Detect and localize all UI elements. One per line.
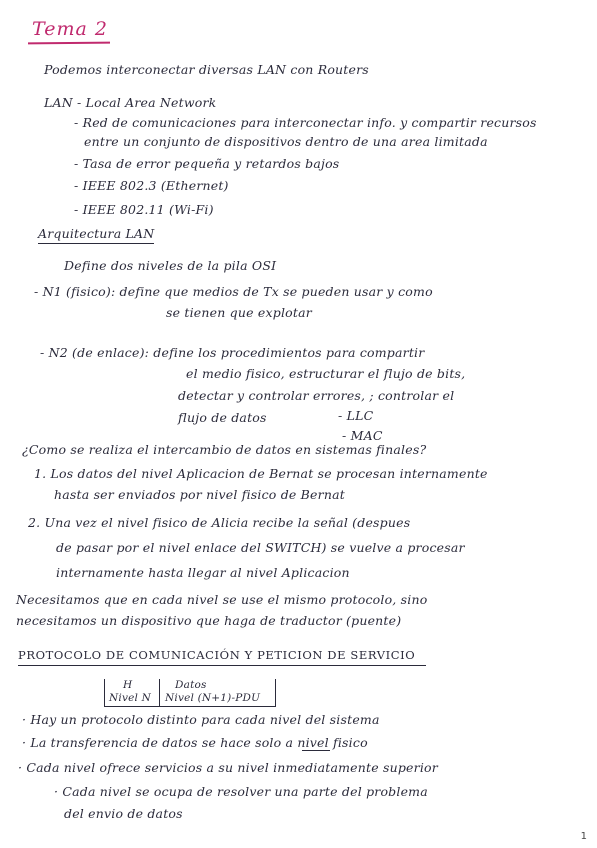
arquitectura-define: Define dos niveles de la pila OSI — [64, 258, 277, 273]
n2-line: el medio fisico, estructurar el flujo de bits, — [186, 366, 466, 381]
pdu-divider — [159, 679, 160, 707]
n1-line: se tienen que explotar — [166, 305, 312, 320]
protocolo-bullet: · Hay un protocolo distinto para cada nivel del sistema — [22, 712, 380, 727]
page-title: Tema 2 — [32, 18, 108, 40]
page-number: 1 — [580, 831, 587, 842]
pdu-header-label: H — [123, 679, 133, 691]
n1-line: - N1 (fisico): define que medios de Tx se pueden usar y como — [34, 284, 433, 299]
heading-underline — [18, 665, 426, 666]
title-underline — [28, 42, 110, 45]
protocolo-bullet: · Cada nivel ofrece servicios a su nivel inmediatamente superior — [18, 760, 438, 775]
step-line: de pasar por el nivel enlace del SWITCH) se vuelve a procesar — [56, 540, 465, 555]
protocolo-bullet: · Cada nivel se ocupa de resolver una parte del problema — [54, 784, 428, 799]
step-line: hasta ser enviados por nivel fisico de Bernat — [54, 487, 345, 502]
heading-underline — [38, 243, 154, 244]
n2-line: detectar y controlar errores, ; controlar el — [178, 388, 455, 403]
arquitectura-heading: Arquitectura LAN — [38, 226, 155, 241]
lan-item: - Tasa de error pequeña y retardos bajos — [74, 156, 340, 171]
lan-item: - Red de comunicaciones para interconectar info. y compartir recursos — [74, 115, 537, 130]
pdu-baseline — [105, 706, 275, 707]
llc-label: - LLC — [338, 408, 374, 423]
necesitamos-line: necesitamos un dispositivo que haga de traductor (puente) — [16, 613, 402, 628]
protocolo-bullet: del envio de datos — [64, 806, 183, 821]
protocolo-bullet: · La transferencia de datos se hace solo a nivel fisico — [22, 735, 368, 750]
n2-line: flujo de datos — [178, 410, 267, 425]
lan-item: - IEEE 802.3 (Ethernet) — [74, 178, 229, 193]
pdu-upper-label: Nivel (N+1)-PDU — [165, 692, 261, 704]
solo-underline — [302, 750, 330, 751]
n2-line: - N2 (de enlace): define los procedimientos para compartir — [40, 345, 425, 360]
necesitamos-line: Necesitamos que en cada nivel se use el mismo protocolo, sino — [16, 592, 428, 607]
step-line: 2. Una vez el nivel fisico de Alicia recibe la señal (despues — [28, 515, 411, 530]
question-text: ¿Como se realiza el intercambio de datos en sistemas finales? — [22, 442, 427, 457]
step-line: 1. Los datos del nivel Aplicacion de Bernat se procesan internamente — [34, 466, 488, 481]
pdu-data-label: Datos — [175, 679, 207, 691]
intro-text: Podemos interconectar diversas LAN con Routers — [44, 62, 369, 77]
lan-heading: LAN - Local Area Network — [44, 95, 217, 110]
lan-item: entre un conjunto de dispositivos dentro de una area limitada — [84, 134, 488, 149]
protocolo-heading: PROTOCOLO DE COMUNICACIÓN Y PETICION DE SERVICIO — [18, 648, 416, 662]
mac-label: - MAC — [342, 428, 383, 443]
pdu-diagram — [104, 679, 276, 707]
step-line: internamente hasta llegar al nivel Aplicacion — [56, 565, 350, 580]
pdu-level-label: Nivel N — [109, 692, 151, 704]
lan-item: - IEEE 802.11 (Wi-Fi) — [74, 202, 214, 217]
